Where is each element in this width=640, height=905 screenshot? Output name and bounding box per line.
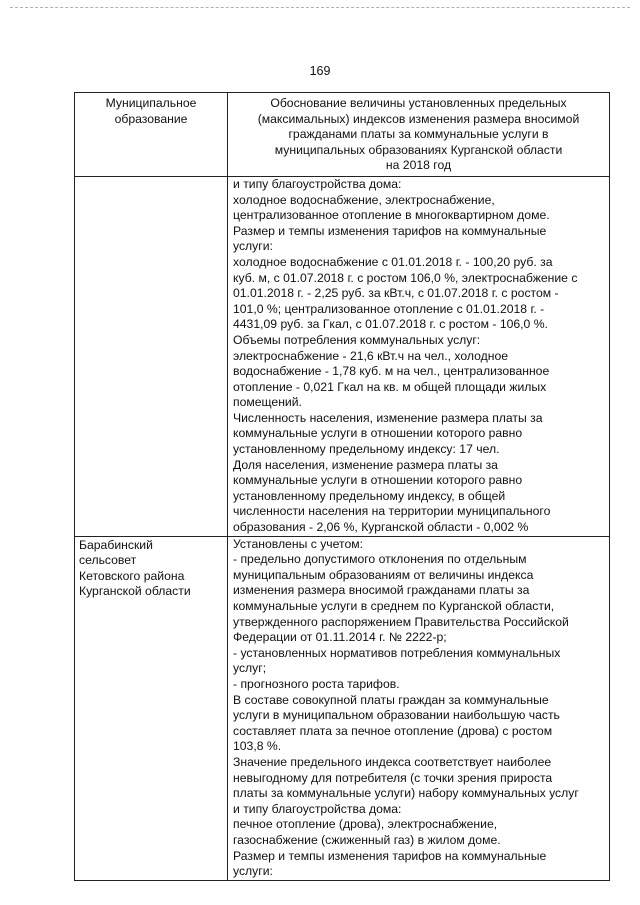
table-row (75, 176, 610, 536)
text-line: централизованное отопление в многоквартирном доме. (233, 208, 550, 223)
text-line: платы за коммунальные услуги) набору коммунальных услуг (233, 786, 579, 801)
text-line: и типу благоустройства дома: (233, 801, 402, 816)
header-rationale-line: муниципальных образованиях Курганской области (274, 142, 563, 157)
text-line: Размер и темпы изменения тарифов на коммунальные (233, 848, 547, 863)
text-line: куб. м, с 01.07.2018 г. с ростом 106,0 %, электроснабжение с (233, 270, 578, 285)
header-rationale-line: (максимальных) индексов изменения размера вносимой (257, 111, 580, 126)
text-line: В составе совокупной платы граждан за коммунальные (233, 692, 549, 707)
header-rationale (228, 93, 610, 177)
rationale-cell (228, 536, 610, 880)
text-line: электроснабжение - 21,6 кВт.ч на чел., холодное (233, 348, 508, 363)
text-line: Значение предельного индекса соответствует наиболее (233, 754, 552, 769)
text-line: 103,8 %. (233, 739, 282, 754)
text-line: услуги: (233, 239, 273, 254)
page-number: 169 (309, 64, 331, 78)
text-line: численности населения на территории муниципального (233, 504, 551, 519)
text-line: услуг; (233, 661, 267, 676)
rationale-cell (228, 176, 610, 536)
text-line: газоснабжение (сжиженный газ) в жилом доме. (233, 832, 501, 847)
text-line: утвержденного распоряжением Правительства Российской (233, 614, 569, 629)
text-line: - установленных нормативов потребления коммунальных (233, 645, 561, 660)
table-header-row (75, 93, 610, 177)
text-line: Размер и темпы изменения тарифов на коммунальные (233, 223, 547, 238)
text-line: - предельно допустимого отклонения по отдельным (233, 552, 527, 567)
text-line: Численность населения, изменение размера платы за (233, 410, 543, 425)
text-line: Установлены с учетом: (233, 536, 363, 551)
text-line: услуги: (233, 864, 273, 879)
text-line: коммунальные услуги в среднем по Курганской области, (233, 599, 555, 613)
text-line: Кетовского района (79, 568, 185, 583)
header-rationale-line: гражданами платы за коммунальные услуги в (288, 127, 549, 142)
text-line: помещений. (233, 395, 302, 410)
text-line: установленному предельному индексу, в общей (233, 488, 506, 503)
text-line: услуги в муниципальном образовании наибольшую часть (233, 708, 560, 723)
text-line: 01.01.2018 г. - 2,25 руб. за кВт.ч, с 01.07.2018 г. с ростом - (233, 286, 559, 301)
municipality-cell (75, 176, 228, 536)
municipality-cell (75, 536, 228, 880)
text-line: составляет плата за печное отопление (дрова) с ростом (233, 723, 553, 738)
text-line: изменения размера вносимой гражданами платы за (233, 583, 530, 598)
header-municipality: Муниципальное образование (75, 93, 228, 177)
text-line: и типу благоустройства дома: (233, 176, 402, 191)
text-line: холодное водоснабжение с 01.01.2018 г. - 100,20 руб. за (233, 254, 553, 269)
text-line: невыгодному для потребителя (с точки зрения прироста (233, 770, 553, 785)
text-line: коммунальные услуги в отношении которого равно (233, 426, 523, 441)
text-line: Доля населения, изменение размера платы за (233, 457, 498, 472)
header-rationale-line: Обоснование величины установленных предельных (270, 96, 567, 110)
text-line: печное отопление (дрова), электроснабжение, (233, 817, 498, 832)
text-line: Барабинский (79, 537, 153, 552)
scan-top-edge-line (10, 7, 630, 8)
text-line: отопление - 0,021 Гкал на кв. м общей площади жилых (233, 379, 547, 394)
tariff-index-table (74, 92, 610, 881)
text-line: Объемы потребления коммунальных услуг: (233, 332, 481, 347)
text-line: водоснабжение - 1,78 куб. м на чел., централизованное (233, 364, 550, 379)
text-line: холодное водоснабжение, электроснабжение, (233, 192, 495, 207)
text-line: 4431,09 руб. за Гкал, с 01.07.2018 г. с ростом - 106,0 %. (233, 317, 548, 332)
text-line: образования - 2,06 %, Курганской области - 0,002 % (233, 520, 529, 535)
text-line: Федерации от 01.11.2014 г. № 2222-р; (233, 630, 447, 645)
header-rationale-line: на 2018 год (385, 158, 452, 173)
text-line: установленному предельному индексу: 17 чел. (233, 442, 500, 457)
text-line: муниципальным образованиям от величины индекса (233, 567, 534, 582)
text-line: 101,0 %; централизованное отопление с 01.01.2018 г. - (233, 301, 545, 316)
text-line: Курганской области (79, 584, 191, 599)
table-row (75, 536, 610, 880)
text-line: - прогнозного роста тарифов. (233, 676, 400, 691)
text-line: сельсовет (79, 553, 137, 568)
text-line: коммунальные услуги в отношении которого равно (233, 473, 523, 488)
